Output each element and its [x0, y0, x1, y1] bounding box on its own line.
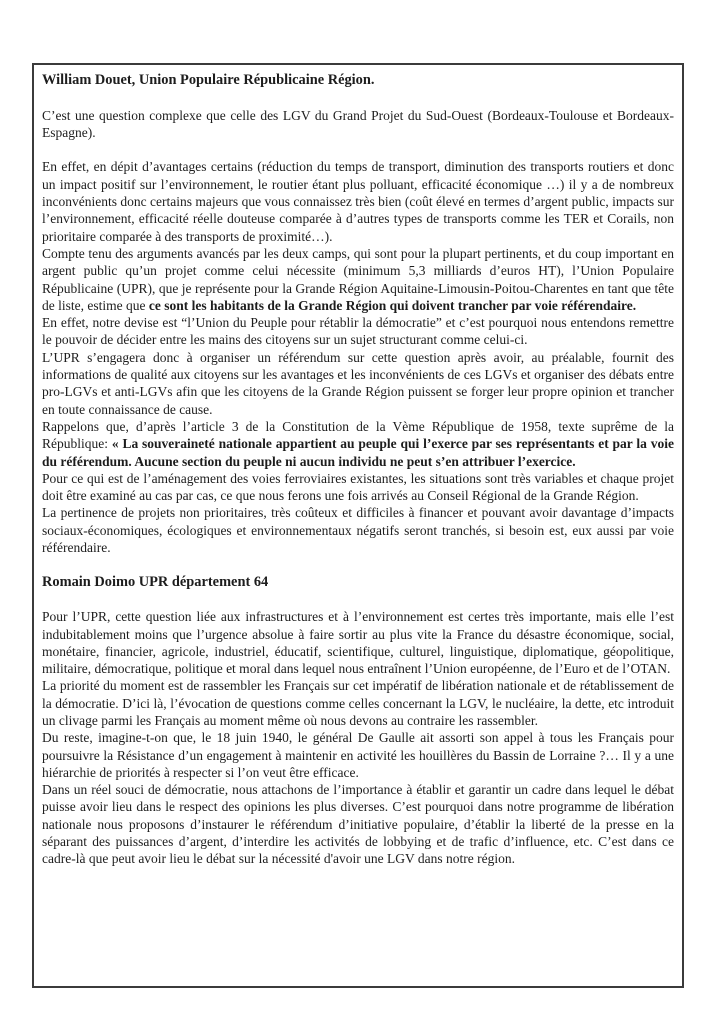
- text-run: En effet, en dépit d’avantages certains (réduction du temps de transport, diminution des transports routiers et donc un impact positif sur l’environnement, le routier étant plus polluant, efficacité économique …) il y a de nombreux inconvénients donc certains majeurs que vous connaissez très bien (coût élevé en termes d’argent public, impacts sur l’environnement, efficacité réelle douteuse comparée à d’autres types de transports comme les TER et Corails, non prioritaire comparée à des transports de proximité…).: [42, 159, 674, 244]
- text-run: Rappelons que, d’après l’article 3 de la Constitution de la Vème République de 1958, texte suprême de la République:: [42, 418, 674, 452]
- document-frame: [32, 63, 684, 988]
- text-run: Pour ce qui est de l’aménagement des voies ferroviaires existantes, les situations sont très variables et chaque projet doit être examiné au cas par cas, ce que nous ferons une fois arrivés au Conseil Régional de la Grande Région.: [42, 470, 674, 504]
- text-run-bold: ce sont les habitants de la Grande Région qui doivent trancher par voie référendaire.: [148, 297, 637, 313]
- text-run: La pertinence de projets non prioritaires, très coûteux et difficiles à financer et pouvant avoir davantage d’impacts sociaux-économiques, écologiques et environnementaux négatifs seront tranchés, si besoin est, eux aussi par voie référendaire.: [42, 505, 674, 556]
- paragraph: [42, 349, 674, 418]
- document-section: [42, 72, 674, 556]
- paragraph: [42, 470, 674, 505]
- section-heading: Romain Doimo UPR département 64: [42, 573, 269, 590]
- text-run-bold: « La souveraineté nationale appartient au peuple qui l’exerce par ses représentants et par la voie du référendum. Aucune section du peuple ni aucun individu ne peut s’en attribuer l’exercice.: [42, 436, 674, 469]
- paragraph-block: [42, 107, 674, 142]
- text-run: Pour l’UPR, cette question liée aux infrastructures et à l’environnement est certes très importante, mais elle l’est indubitablement moins que l’urgence absolue à faire sortir au plus vite la France du désastre économique, social, monétaire, financier, agricole, industriel, éducatif, scientifique, culturel, linguistique, diplomatique, géopolitique, militaire, démocratique, politique et moral dans lequel nous entraînent l’Union européenne, de l’Euro et de l’OTAN.: [42, 609, 674, 677]
- paragraph: [42, 314, 674, 349]
- section-heading: William Douet, Union Populaire Républicaine Région.: [42, 72, 375, 88]
- paragraph: [42, 781, 674, 867]
- paragraph: [42, 608, 674, 677]
- paragraph: [42, 504, 674, 556]
- text-run: Du reste, imagine-t-on que, le 18 juin 1940, le général De Gaulle ait assorti son appel à tous les Français pour poursuivre la Résistance d’un engagement à maintenir en activité les houillères du Bassin de Lorraine ?… Il y a une hiérarchie de priorités à respecter si l’on veut être efficace.: [42, 730, 674, 780]
- text-run: Compte tenu des arguments avancés par les deux camps, qui sont pour la plupart pertinents, et du coup important en argent public qu’un projet comme celui nécessite (minimum 5,3 milliards d’euros HT), l’Union Populaire Républicaine (UPR), que je représente pour la Grande Région Aquitaine-Limousin-Poitou-Charentes en tant que tête de liste, estime que: [42, 245, 674, 313]
- text-run: La priorité du moment est de rassembler les Français sur cet impératif de libération nationale et de rétablissement de la démocratie. D’ici là, l’évocation de questions comme celles concernant la LGV, le nucléaire, la dette, etc introduit un clivage parmi les Français au moment même où nous devons au contraire les rassembler.: [42, 678, 674, 728]
- paragraph: [42, 729, 674, 781]
- paragraph: [42, 677, 674, 729]
- paragraph: [42, 245, 674, 314]
- text-run: L’UPR s’engagera donc à organiser un référendum sur cette question après avoir, au préalable, fournit des informations de qualité aux citoyens sur les avantages et les inconvénients de ces LGVs et organiser des débats entre pro-LGVs et anti-LGVs afin que les citoyens de la Grande Région puissent se forger leur propre opinion et trancher en toute connaissance de cause.: [42, 349, 674, 417]
- paragraph-block: [42, 158, 674, 556]
- paragraph: [42, 418, 674, 470]
- paragraph-block: [42, 608, 674, 867]
- document-section: [42, 574, 674, 868]
- paragraph: [42, 158, 674, 244]
- paragraph: [42, 107, 674, 142]
- document-content: [42, 72, 674, 868]
- text-run: C’est une question complexe que celle des LGV du Grand Projet du Sud-Ouest (Bordeaux-Toulouse et Bordeaux-Espagne).: [42, 107, 674, 140]
- text-run: Dans un réel souci de démocratie, nous attachons de l’importance à établir et garantir un cadre dans lequel le débat puisse avoir lieu dans le respect des opinions les plus diverses. C’est pourquoi dans notre programme de libération nationale nous proposons d’instaurer le référendum d’initiative populaire, d’établir la liberté de la presse en la séparant des puissances d’argent, d’interdire les activités de lobbying et de trafic d’influence, etc. C’est dans ce cadre-là que peut avoir lieu le débat sur la nécessité d'avoir une LGV dans notre région.: [42, 782, 674, 867]
- text-run: En effet, notre devise est “l’Union du Peuple pour rétablir la démocratie” et c’est pourquoi nous entendons remettre le pouvoir de décider entre les mains des citoyens sur un sujet structurant comme celui-ci.: [42, 315, 674, 348]
